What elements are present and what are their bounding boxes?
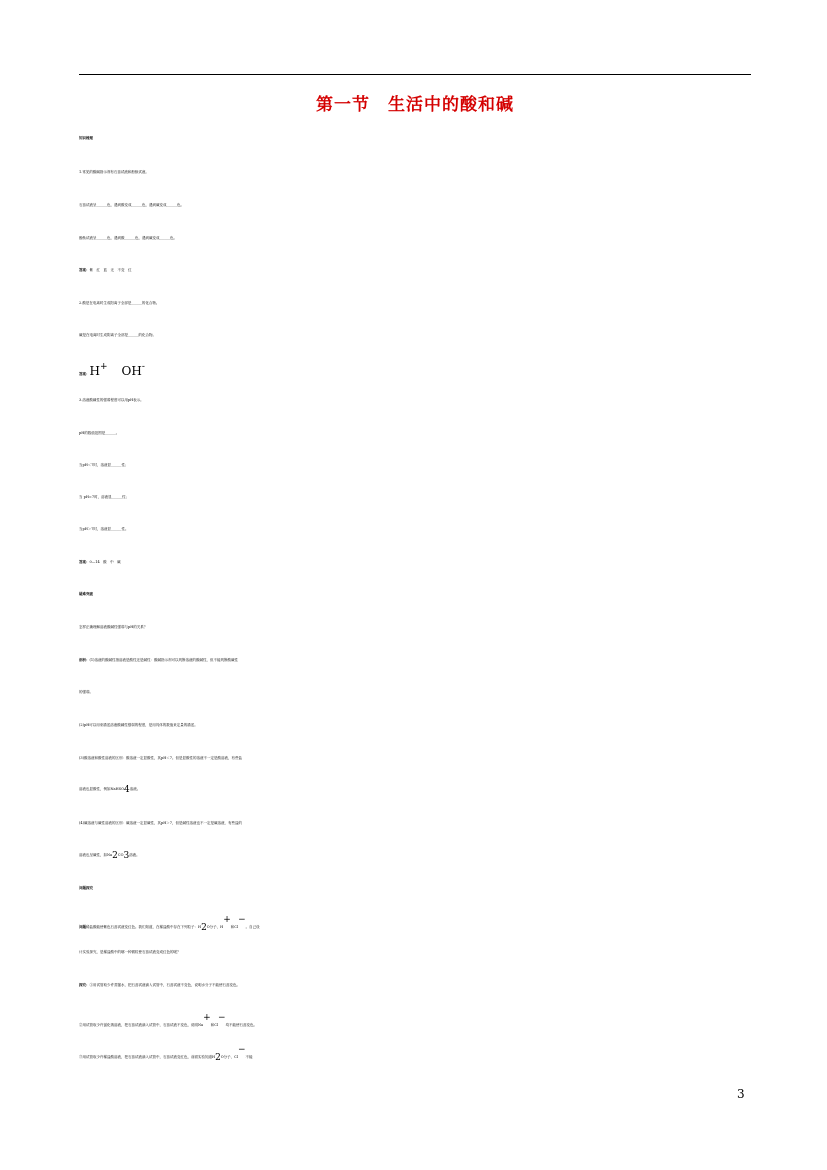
- paragraph-ph-intro: 3.溶液酸碱性的强弱程度可以用pH表示。: [79, 398, 144, 402]
- paragraph-ph-less: 当pH＜7时，溶液显______性；: [79, 463, 129, 467]
- inquiry-step-2: ②用试管取少许氯化钠溶液，把石蕊试液滴入试管中，石蕊试液不变色，说明Na+和Cl−均不能使石蕊变色。: [79, 1013, 258, 1027]
- answer-text: 0—14 酸 中 碱: [89, 560, 121, 564]
- paragraph-ph-greater: 当pH＞7时，溶液显______性。: [79, 527, 129, 531]
- answer-label: 答案：: [79, 560, 90, 564]
- paragraph-phenolphthalein: 酚酞试液呈______色，遇到酸______色，遇到碱变成______色。: [79, 236, 177, 240]
- inquiry-label: 探究：: [79, 983, 90, 987]
- answer-3: [79, 552, 759, 572]
- answer-text: 紫 红 蓝 无 不变 红: [89, 268, 132, 272]
- page-title: 第一节 生活中的酸和碱: [316, 95, 514, 115]
- analysis-4: (4)碱溶液与碱性溶液的区别：碱溶液一定显碱性，其pH＞7，但是碱性溶液也不一定是碱溶液，有些盐的: [79, 821, 242, 825]
- analysis-2: (2)pH可以用来描述溶液酸碱性强弱的程度，是用具体的数值来定量的描述。: [79, 723, 198, 727]
- header-rule: [79, 74, 751, 75]
- answer-label: 答案：: [79, 372, 90, 376]
- section-heading-difficulty: 疑难突破: [79, 592, 93, 596]
- paragraph-acid-definition: 2.酸是在电离时生成阳离子全部是______的化合物。: [79, 301, 160, 305]
- analysis-4-continued: 溶液也呈碱性，如Na2CO3溶液。: [79, 851, 140, 861]
- problem-statement-continued: 计实验探究，是稀盐酸中的哪一种微粒使石蕊试液变成红色的呢？: [79, 950, 181, 954]
- analysis-3: (3)酸溶液和酸性溶液的区别：酸溶液一定显酸性，其pH＜7。但是显酸性的溶液不一定是酸溶液，有些盐: [79, 756, 242, 760]
- answer-label: 答案：: [79, 268, 90, 272]
- answer-1: [79, 260, 759, 280]
- problem-label: 问题: [79, 925, 86, 929]
- inquiry-step-1: 探究：①用试管取少许蒸馏水，把石蕊试液滴入试管中，石蕊试液不变色，说明水分子不能使石蕊变色。: [79, 983, 240, 987]
- analysis-3-continued: 溶液也显酸性，例如NaHSO4溶液。: [79, 785, 141, 795]
- analysis-label: 剖析：: [79, 658, 90, 662]
- paragraph-base-definition: 碱是在电离时生成阴离子全部是______的化合物。: [79, 333, 156, 337]
- paragraph-litmus: 石蕊试液呈______色，遇到酸变成______色，遇到碱变成______色。: [79, 203, 184, 207]
- inquiry-step-3: ③用试管取少许稀盐酸溶液，把石蕊试液滴入试管中，石蕊试液变红色，前面实验知道H2O分子、Cl−不能: [79, 1045, 253, 1063]
- paragraph-ph-range: pH的数值范围是______。: [79, 431, 120, 435]
- problem-statement: 问题稀盐酸能使紫色石蕊试液变红色。我们知道，在稀盐酸中存在下列粒子：H2O分子、H+和Cl−。自己设: [79, 915, 260, 933]
- answer-2: 答案：H+ OH-: [79, 362, 145, 378]
- paragraph-indicators: 1.常见的酸碱指示剂有石蕊试液和酚酞试液。: [79, 170, 149, 174]
- section-heading-inquiry: 问题探究: [79, 886, 93, 890]
- page-number: 3: [737, 1087, 745, 1101]
- analysis-1: 剖析：(1)溶液的酸碱性指溶液是酸性还是碱性：酸碱指示剂可以判断溶液的酸碱性，但不能判断酸碱性: [79, 658, 238, 662]
- section-heading-knowledge: 知识梳理: [79, 136, 93, 140]
- paragraph-ph-equal: 当 pH=7时，溶液显______性；: [79, 495, 130, 499]
- question-text: 怎样正确理解溶液酸碱性强弱与pH的关系？: [79, 625, 148, 629]
- analysis-1-continued: 的强弱。: [79, 690, 93, 694]
